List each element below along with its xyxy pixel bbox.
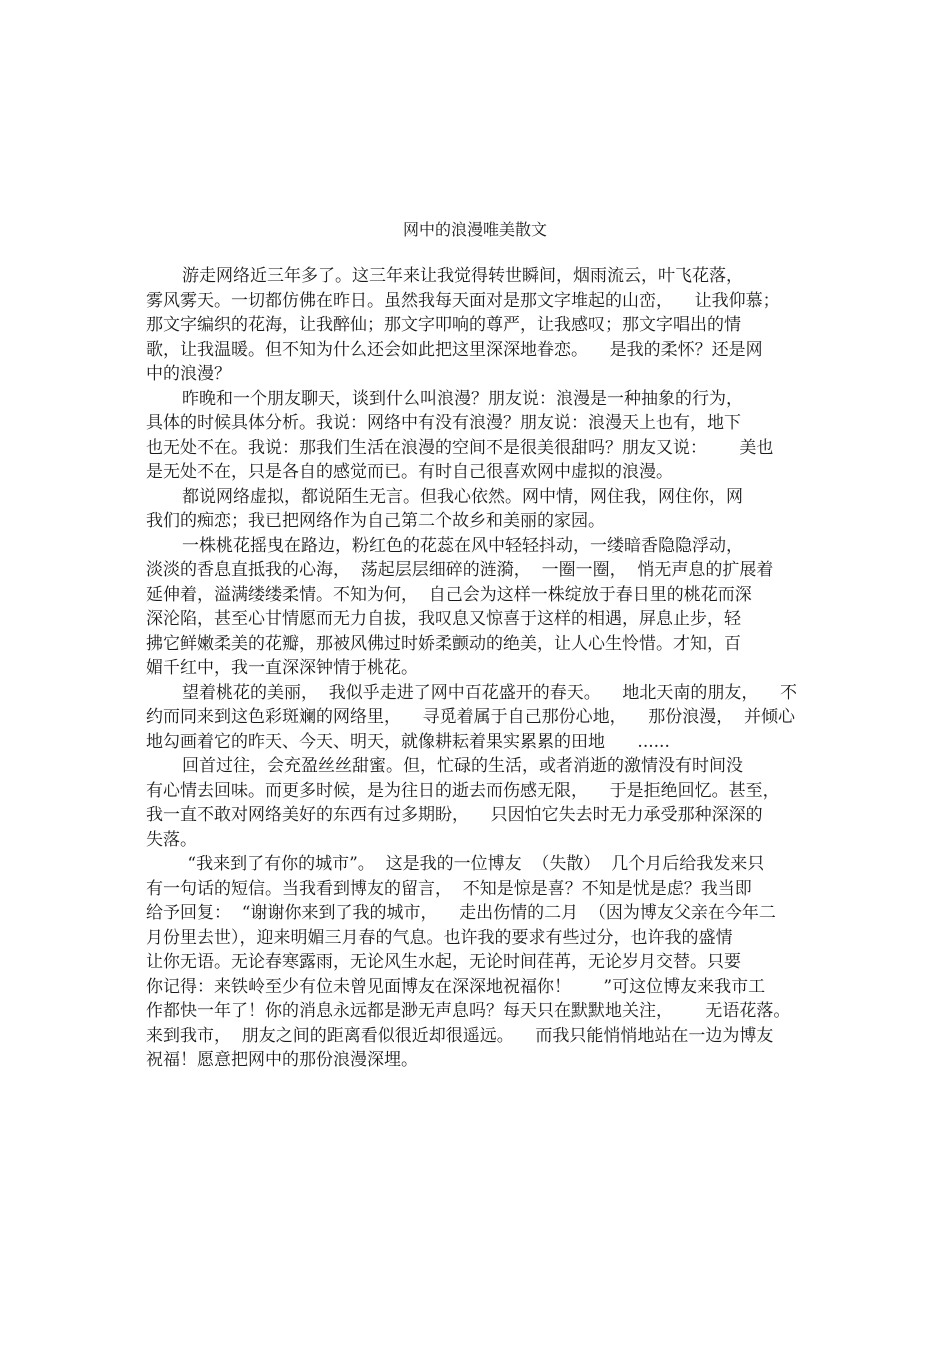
paragraph-line: 那文字编织的花海，让我醉仙；那文字叩响的尊严，让我感叹；那文字唱出的情 xyxy=(146,315,741,335)
paragraph xyxy=(146,264,811,387)
paragraph xyxy=(146,852,811,1073)
paragraph xyxy=(146,754,811,852)
paragraph-line: 具体的时候具体分析。我说：网络中有没有浪漫？朋友说：浪漫天上也有，地下 xyxy=(146,413,741,433)
paragraph xyxy=(146,485,811,534)
paragraph-line: 你记得：来铁岭至少有位未曾见面博友在深深地祝福你！ ”可这位博友来我市工 xyxy=(146,976,766,997)
paragraph-line: 失落。 xyxy=(146,829,197,850)
paragraph-line: 中的浪漫？ xyxy=(146,364,231,384)
paragraph-line: 有心情去回味。而更多时候，是为往日的逝去而伤感无限， 于是拒绝回忆。甚至， xyxy=(146,780,780,801)
paragraph-line: 地勾画着它的昨天、今天、明天，就像耕耘着果实累累的田地 ...... xyxy=(146,731,670,752)
paragraph-line: 给予回复： “谢谢你来到了我的城市， 走出伤情的二月 （因为博友父亲在今年二 xyxy=(146,903,776,923)
document-title: 网中的浪漫唯美散文 xyxy=(402,220,547,239)
paragraph-line: 歌，让我温暖。但不知为什么还会如此把这里深深地眷恋。 是我的柔怀？还是网 xyxy=(146,339,763,360)
paragraph-line: 一株桃花摇曳在路边，粉红色的花蕊在风中轻轻抖动，一缕暗香隐隐浮动， xyxy=(182,535,743,556)
paragraph-line: 深沦陷，甚至心甘情愿而无力自拔，我叹息又惊喜于这样的相遇，屏息止步，轻 xyxy=(146,609,741,629)
paragraph-line: “我来到了有你的城市”。 这是我的一位博友 （失散） 几个月后给我发来只 xyxy=(182,854,765,874)
paragraph-line: 来到我市， 朋友之间的距离看似很近却很遥远。 而我只能悄悄地站在一边为博友 xyxy=(146,1025,774,1046)
paragraph-line: 媚千红中，我一直深深钟情于桃花。 xyxy=(146,658,418,678)
paragraph-line: 我们的痴恋；我已把网络作为自己第二个故乡和美丽的家园。 xyxy=(146,511,605,531)
paragraph-line: 月份里去世），迎来明媚三月春的气息。也许我的要求有些过分，也许我的盛情 xyxy=(146,927,733,948)
paragraph-line: 游走网络近三年多了。这三年来让我觉得转世瞬间，烟雨流云，叶飞花落， xyxy=(182,266,743,286)
paragraph-line: 延伸着，溢满缕缕柔情。不知为何， 自己会为这样一株绽放于春日里的桃花而深 xyxy=(146,584,752,605)
paragraph xyxy=(146,534,811,681)
paragraph xyxy=(146,387,811,485)
paragraph-line: 昨晚和一个朋友聊天，谈到什么叫浪漫？朋友说：浪漫是一种抽象的行为， xyxy=(182,388,743,409)
paragraph-line: 也无处不在。我说：那我们生活在浪漫的空间不是很美很甜吗？朋友又说： 美也 xyxy=(146,437,774,458)
paragraph-line: 是无处不在，只是各自的感觉而已。有时自己很喜欢网中虚拟的浪漫。 xyxy=(146,462,673,482)
paragraph-line: 我一直不敢对网络美好的东西有过多期盼， 只因怕它失去时无力承受那种深深的 xyxy=(146,805,763,825)
paragraph-line: 拂它鲜嫩柔美的花瓣，那被风佛过时娇柔颤动的绝美，让人心生怜惜。才知，百 xyxy=(146,633,741,654)
paragraph-line: 祝福！愿意把网中的那份浪漫深埋。 xyxy=(146,1050,418,1070)
paragraph-line: 有一句话的短信。当我看到博友的留言， 不知是惊是喜？不知是忧是虑？我当即 xyxy=(146,878,752,899)
paragraph-line: 都说网络虚拟，都说陌生无言。但我心依然。网中情，网住我，网住你，网 xyxy=(182,486,743,507)
paragraph-line: 雾风雾天。一切都仿佛在昨日。虽然我每天面对是那文字堆起的山峦， 让我仰慕； xyxy=(146,290,780,311)
paragraph-line: 淡淡的香息直抵我的心海， 荡起层层细碎的涟漪， 一圈一圈， 悄无声息的扩展着 xyxy=(146,560,774,580)
paragraph-line: 约而同来到这色彩斑斓的网络里， 寻觅着属于自己那份心地， 那份浪漫， 并倾心 xyxy=(146,707,796,727)
paragraph-line: 让你无语。无论春寒露雨，无论风生水起，无论时间荏苒，无论岁月交替。只要 xyxy=(146,952,741,972)
paragraph-line: 回首过往，会充盈丝丝甜蜜。但，忙碌的生活，或者消逝的激情没有时间没 xyxy=(182,756,743,776)
paragraph xyxy=(146,681,811,755)
document-body xyxy=(146,264,811,1073)
paragraph-line: 望着桃花的美丽， 我似乎走进了网中百花盛开的春天。 地北天南的朋友， 不 xyxy=(182,682,798,703)
paragraph-line: 作都快一年了！你的消息永远都是渺无声息吗？每天只在默默地关注， 无语花落。 xyxy=(146,1001,791,1021)
